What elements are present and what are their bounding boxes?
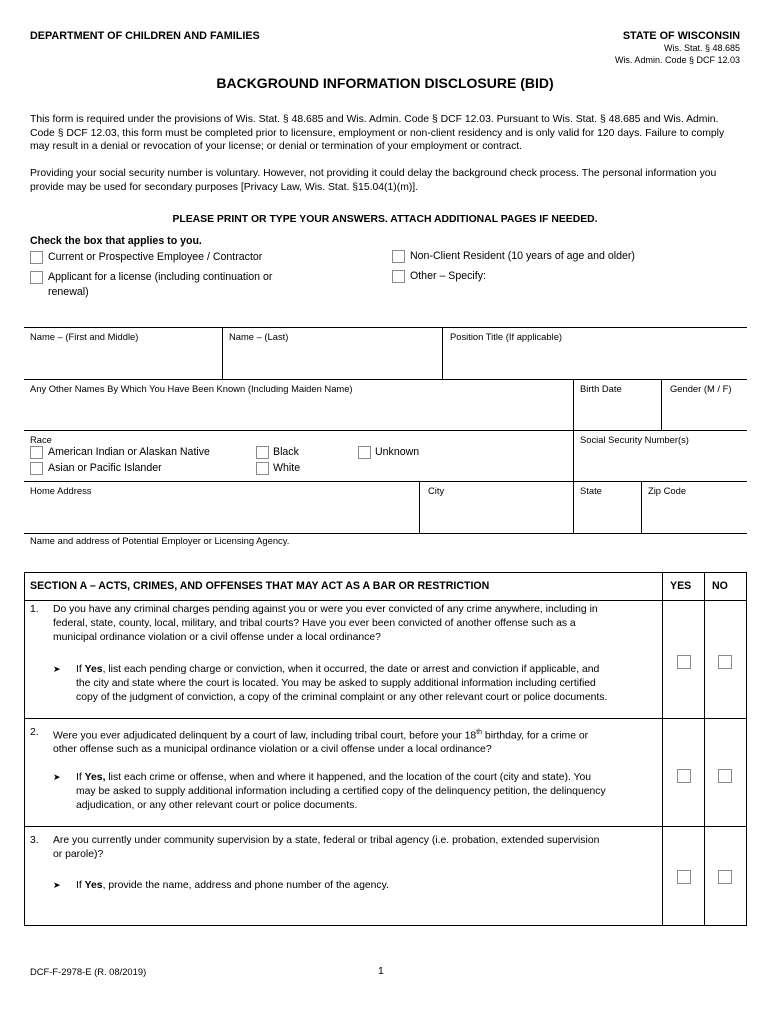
race-asian-label: Asian or Pacific Islander [48,462,162,474]
question-1-no-checkbox[interactable] [718,655,732,669]
other-checkbox[interactable] [392,270,405,283]
state-header [615,30,740,66]
home-address-label: Home Address [30,485,92,496]
form-title: BACKGROUND INFORMATION DISCLOSURE (BID) [216,75,554,91]
question-2-number: 2. [30,727,39,738]
question-3-no-checkbox[interactable] [718,870,732,884]
city-label: City [428,485,445,496]
applicant-label-line1: Applicant for a license (including continuation or [48,271,273,283]
question-3-number: 3. [30,835,39,846]
race-american-indian-checkbox[interactable] [30,446,43,459]
question-3-if-yes: If Yes, provide the name, address and phone number of the agency. [76,880,389,891]
employee-label: Current or Prospective Employee / Contractor [48,251,263,263]
question-3-text: Are you currently under community supervision by a state, federal or tribal agency (i.e. probation, extended supervision or parole)? [53,835,600,860]
arrow-bullet-icon: ➤ [53,664,61,674]
name-last-label: Name – (Last) [229,331,289,342]
statute-citation: Wis. Stat. § 48.685 [663,43,740,53]
ssn-input[interactable] [577,447,745,479]
resident-checkbox[interactable] [392,250,405,263]
privacy-paragraph: Providing your social security number is voluntary. However, not providing it could delay the background check process. The personal information you provide may be used for secondary purposes [Privacy Law, Wis. Stat. §15.04(1)(m)]. [30,168,717,193]
gender-label: Gender (M / F) [670,383,732,394]
question-1-yes-checkbox[interactable] [677,655,691,669]
instructions: PLEASE PRINT OR TYPE YOUR ANSWERS. ATTACH ADDITIONAL PAGES IF NEEDED. [172,214,598,225]
position-input[interactable] [446,345,744,375]
arrow-bullet-icon: ➤ [53,772,61,782]
code-citation: Wis. Admin. Code § DCF 12.03 [614,55,740,65]
other-label: Other – Specify: [410,270,486,282]
name-first-input[interactable] [28,345,218,375]
section-a-heading: SECTION A – ACTS, CRIMES, AND OFFENSES THAT MAY ACT AS A BAR OR RESTRICTION [30,580,490,592]
page-number: 1 [378,966,384,977]
intro-paragraph: This form is required under the provisions of Wis. Stat. § 48.685 and Wis. Admin. Code § DCF 12.03. Pursuant to Wis. Stat. § 48.685 and Wis. Admin. Code § DCF 12.03, this form must be completed prior to licensure, employment or non-client residency and is only valid for 120 days. Failure to comply may result in a denial or revocation of your license; or denial or termination of your employment or contract. [30,114,725,152]
birth-date-input[interactable] [577,396,657,428]
race-unknown-checkbox[interactable] [358,446,371,459]
race-black-label: Black [273,446,299,458]
question-1-text: Do you have any criminal charges pending against you or were you ever convicted of any crime anywhere, including in federal, state, county, local, military, and tribal courts? Have you ever been convicted of another offense such as a municipal ordinance violation or a civil offense under a local ordinance? [53,604,598,643]
race-white-checkbox[interactable] [256,462,269,475]
question-1-number: 1. [30,604,39,615]
question-2-if-yes: If Yes, list each crime or offense, when and where it happened, and the location of the court (city and state). You may be asked to supply additional information including a certified copy of the delinquency petition, the delinquency adjudication, or any other relevant court or police documents. [76,772,606,811]
other-specify-input[interactable] [495,268,745,284]
name-first-label: Name – (First and Middle) [30,331,139,342]
other-names-input[interactable] [28,396,568,428]
department-name: DEPARTMENT OF CHILDREN AND FAMILIES [30,30,260,42]
race-asian-checkbox[interactable] [30,462,43,475]
question-2-no-checkbox[interactable] [718,769,732,783]
no-column-header: NO [712,580,728,592]
form-id: DCF-F-2978-E (R. 08/2019) [30,966,147,977]
resident-label: Non-Client Resident (10 years of age and older) [410,250,635,262]
race-white-label: White [273,462,301,474]
employer-label: Name and address of Potential Employer or Licensing Agency. [30,535,290,546]
employee-checkbox[interactable] [30,251,43,264]
question-3-yes-checkbox[interactable] [677,870,691,884]
ssn-label: Social Security Number(s) [580,434,689,445]
zip-input[interactable] [645,498,745,530]
state-name: STATE OF WISCONSIN [622,30,740,42]
city-input[interactable] [423,498,569,530]
arrow-bullet-icon: ➤ [53,880,61,890]
question-2-yes-checkbox[interactable] [677,769,691,783]
race-black-checkbox[interactable] [256,446,269,459]
home-address-input[interactable] [28,498,415,530]
race-label: Race [30,434,52,445]
applies-heading: Check the box that applies to you. [30,235,202,247]
birth-date-label: Birth Date [580,383,622,394]
question-2-text: Were you ever adjudicated delinquent by a court of law, including tribal court, before your 18th birthday, for a crime or other offense such as a municipal ordinance violation or a civil offense under a local ordinance? [53,729,589,756]
other-names-label: Any Other Names By Which You Have Been Known (Including Maiden Name) [30,383,353,394]
state-label: State [580,485,602,496]
name-last-input[interactable] [226,345,438,375]
yes-column-header: YES [670,580,692,592]
employer-input[interactable] [28,548,743,568]
applicant-checkbox[interactable] [30,271,43,284]
race-unknown-label: Unknown [375,446,420,458]
gender-input[interactable] [665,396,745,428]
question-1-if-yes: If Yes, list each pending charge or conviction, when it occurred, the date or arrest and conviction if applicable, and the city and state where the court is located. You may be asked to supply additional information including certified copy of the judgment of conviction, a copy of the criminal complaint or any other relevant court or police documents. [76,664,608,703]
race-american-indian-label: American Indian or Alaskan Native [48,446,210,458]
state-input[interactable] [577,498,637,530]
zip-label: Zip Code [648,485,687,496]
applicant-label-line2: renewal) [48,286,89,298]
position-label: Position Title (If applicable) [450,331,563,342]
